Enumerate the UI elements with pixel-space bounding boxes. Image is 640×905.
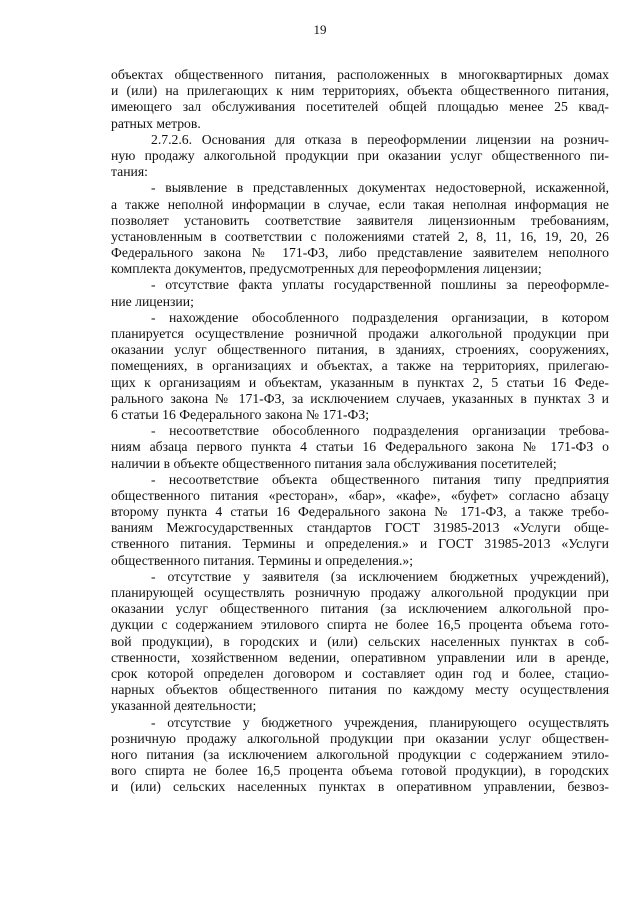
text-line: ниям абзаца первого пункта 4 статьи 16 Федерального закона № 171-ФЗ о: [111, 439, 609, 455]
text-line: второму пункта 4 статьи 16 Федерального закона № 171-ФЗ, а также требо-: [111, 504, 609, 520]
text-line: общественного питания «ресторан», «бар», «кафе», «буфет» согласно абзацу: [111, 487, 609, 503]
text-line: и (или) сельских населенных пунктах в оперативном управлении, безвоз-: [111, 779, 609, 795]
text-line: оказании услуг общественного питания, в зданиях, строениях, сооружениях,: [111, 342, 609, 358]
text-line: Федерального закона № 171-ФЗ, либо представление заявителем неполного: [111, 245, 609, 261]
text-line: - несоответствие обособленного подразделения организации требова-: [151, 423, 609, 439]
text-line: планируется осуществление розничной продажи алкогольной продукции при: [111, 326, 609, 341]
text-line: 2.7.2.6. Основания для отказа в переоформлении лицензии на рознич-: [151, 131, 609, 147]
text-line: имеющего зал обслуживания посетителей общей площадью менее 25 квад-: [111, 99, 609, 115]
text-line: планирующей осуществлять розничную продажу алкогольной продукции при: [111, 585, 609, 600]
text-line: ственности, хозяйственном ведении, оперативном управлении или в аренде,: [111, 649, 609, 665]
text-line: розничную продажу алкогольной продукции при оказании услуг обществен-: [111, 730, 609, 746]
text-line: - нахождение обособленного подразделения организации, в котором: [151, 309, 609, 325]
document-body: [111, 67, 609, 795]
text-line: объектах общественного питания, расположенных в многоквартирных домах: [111, 67, 609, 82]
text-line: - отсутствие у бюджетного учреждения, планирующего осуществлять: [151, 714, 609, 730]
text-line: нарных объектов общественного питания по каждому месту осуществления: [111, 682, 609, 698]
text-line: тания:: [111, 164, 148, 180]
text-line: указанной деятельности;: [111, 698, 257, 714]
text-line: срок которой определен договором и составляет один год и более, стацио-: [111, 665, 609, 681]
text-line: комплекта документов, предусмотренных для переоформления лицензии;: [111, 261, 542, 277]
text-line: - выявление в представленных документах недостоверной, искаженной,: [151, 180, 609, 196]
text-line: ваниям Межгосударственных стандартов ГОСТ 31985-2013 «Услуги обще-: [111, 520, 609, 536]
text-line: а также неполной информации в случае, если такая неполная информация не: [111, 196, 609, 212]
text-line: ную продажу алкогольной продукции при оказании услуг общественного пи-: [111, 147, 609, 163]
text-line: - несоответствие объекта общественного питания типу предприятия: [151, 471, 609, 487]
text-line: вой продукции), в городских и (или) сельских населенных пунктах в соб-: [111, 633, 609, 649]
text-line: вого спирта не более 16,5 процента объема готовой продукции), в городских: [111, 763, 609, 779]
text-line: рального закона № 171-ФЗ, за исключением случаев, указанных в пунктах 3 и: [111, 390, 609, 406]
text-line: ратных метров.: [111, 115, 201, 131]
text-line: оказании услуг общественного питания (за исключением алкогольной про-: [111, 601, 609, 617]
text-line: щих к организациям и объектам, указанным в пунктах 2, 5 статьи 16 Феде-: [111, 374, 609, 390]
text-line: - отсутствие факта уплаты государственной пошлины за переоформле-: [151, 277, 609, 293]
text-line: наличии в объекте общественного питания зала обслуживания посетителей;: [111, 455, 557, 471]
text-line: - отсутствие у заявителя (за исключением бюджетных учреждений),: [151, 568, 609, 584]
text-line: ного питания (за исключением алкогольной продукции с содержанием этило-: [111, 746, 609, 762]
text-line: ственного питания. Термины и определения.» и ГОСТ 31985-2013 «Услуги: [111, 536, 609, 552]
text-line: помещениях, в организациях и объектах, а также на территориях, прилегаю-: [111, 358, 609, 374]
text-line: общественного питания. Термины и определения.»;: [111, 552, 414, 568]
text-line: ние лицензии;: [111, 293, 194, 309]
page-number: 19: [313, 22, 327, 37]
text-line: дукции с содержанием этилового спирта не более 16,5 процента объема гото-: [111, 617, 609, 633]
text-line: позволяет установить соответствие заявителя лицензионным требованиям,: [111, 212, 609, 228]
text-line: установленным в соответствии с положениями статей 2, 8, 11, 16, 19, 20, 26: [111, 228, 609, 244]
text-line: 6 статьи 16 Федерального закона № 171-ФЗ;: [111, 406, 370, 422]
text-line: и (или) на прилегающих к ним территориях, объекта общественного питания,: [111, 83, 609, 99]
